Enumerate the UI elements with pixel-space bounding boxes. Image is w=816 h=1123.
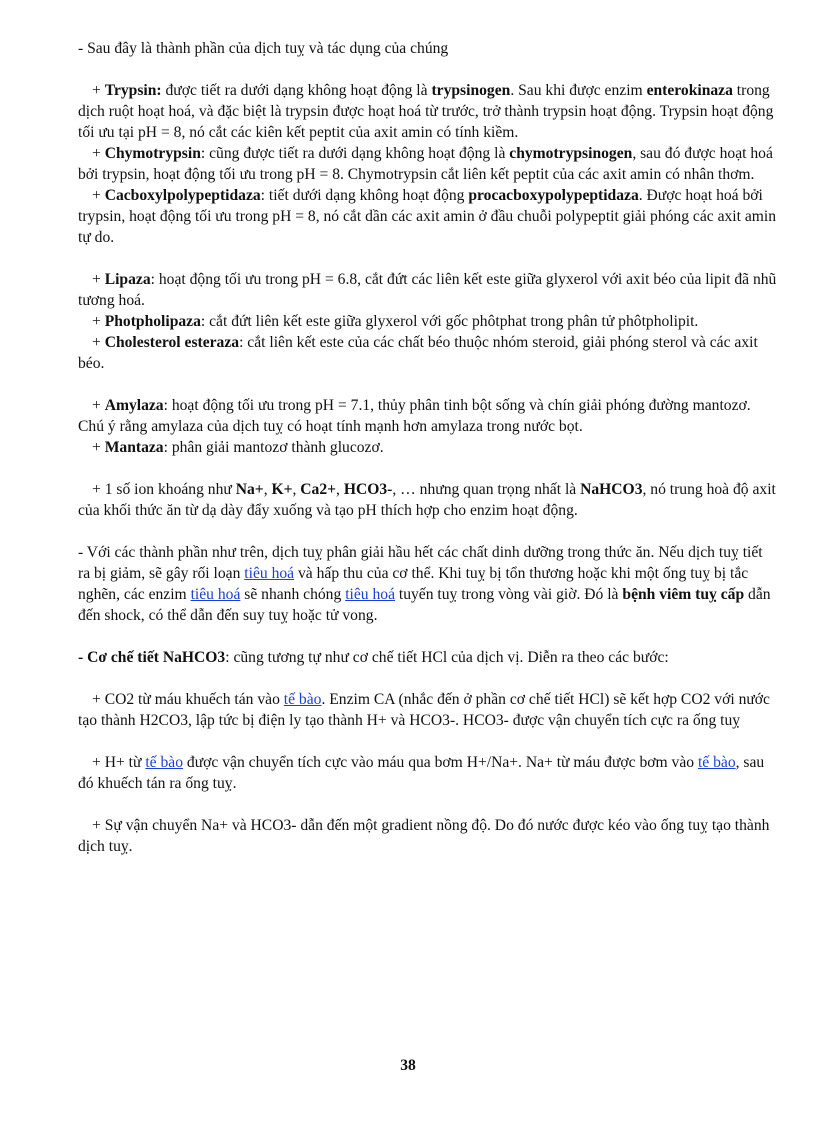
ion-k: K+ [271,481,293,498]
te-bao-link[interactable]: tế bào [283,691,322,708]
step-1-paragraph [78,689,778,731]
text: , nó trung hoà độ axit của khối thức ăn từ dạ dày đẩy xuống và tạo pH thích hợp cho enzim hoạt động. [78,481,776,519]
plus-marker: + [92,145,105,162]
mechanism-heading: - Cơ chế tiết NaHCO3 [78,649,226,666]
te-bao-link[interactable]: tế bào [145,754,184,771]
text: , [292,481,301,498]
plus-marker: + [92,313,105,330]
text: + Sự vận chuyển Na+ và HCO3- dẫn đến một gradient nồng độ. Do đó nước được kéo vào ống tuỵ tạo thành dịch tuỵ. [78,817,770,855]
enterokinaza-term: enterokinaza [646,82,733,99]
step-2-paragraph [78,752,778,794]
text: : hoạt động tối ưu trong pH = 7.1, thủy phân tinh bột sống và chín giải phóng đường mantozơ. Chú ý rằng amylaza của dịch tuỵ có hoạt tính mạnh hơn amylaza trong nước bọt. [78,397,751,435]
text: : cắt liên kết este của các chất béo thuộc nhóm steroid, giải phóng sterol và các axit béo. [78,334,758,372]
text: , sau đó được hoạt hoá bởi trypsin, hoạt động tối ưu trong pH = 8. Chymotrypsin cắt liên kết peptit của các axit amin có nhân thơm. [78,145,773,183]
trypsinogen-term: trypsinogen [431,82,511,99]
text: , sau đó khuếch tán ra ống tuỵ. [78,754,765,792]
text: . Sau khi được enzim [510,82,647,99]
text: dẫn đến shock, có thể dẫn đến suy tuỵ hoặc tử vong. [78,586,771,624]
ion-na: Na+ [235,481,264,498]
trypsin-paragraph [78,80,778,143]
cholesterol-esteraza-paragraph [78,332,778,374]
chymotrypsinogen-term: chymotrypsinogen [509,145,633,162]
tieu-hoa-link[interactable]: tiêu hoá [244,565,295,582]
text: và hấp thu của cơ thể. Khi tuỵ bị tổn thương hoặc khi một ống tuỵ bị tắc nghẽn, các enzim [78,565,749,603]
chymotrypsin-paragraph [78,143,778,185]
photpholipaza-paragraph [78,311,778,332]
text: : cũng được tiết ra dưới dạng không hoạt động là [200,145,510,162]
text: . Enzim CA (nhắc đến ở phần cơ chế tiết HCl) sẽ kết hợp CO2 với nước tạo thành H2CO3, lập tức bị điện ly tạo thành H+ và HCO3-. HCO3- được vận chuyển tích cực ra ống tuỵ [78,691,770,729]
text: . Được hoạt hoá bởi trypsin, hoạt động tối ưu trong pH = 8, nó cắt dần các axit amin ở đầu chuỗi polypeptit giải phóng các axit amin tự do. [78,187,777,246]
document-page [78,38,778,857]
text: được vận chuyển tích cực vào máu qua bơm H+/Na+. Na+ từ máu được bơm vào [183,754,698,771]
plus-marker: + [92,397,105,414]
plus-marker: + [92,271,105,288]
text: sẽ nhanh chóng [240,586,346,603]
text: + CO2 từ máu khuếch tán vào [92,691,284,708]
plus-marker: + [92,439,105,456]
procacboxypolypeptidaza-term: procacboxypolypeptidaza [468,187,639,204]
plus-marker: + [92,334,105,351]
text: + H+ từ [92,754,146,771]
ion-ca: Ca2+ [300,481,337,498]
plus-marker: + [92,82,105,99]
mantaza-term: Mantaza [104,439,164,456]
text: , [336,481,344,498]
text: : tiết dưới dạng không hoạt động [260,187,469,204]
photpholipaza-term: Photpholipaza [104,313,201,330]
text: : phân giải mantozơ thành glucozơ. [163,439,384,456]
text: được tiết ra dưới dạng không hoạt động là [161,82,432,99]
cacboxylpolypeptidaza-term: Cacboxylpolypeptidaza [104,187,261,204]
intro-line: - Sau đây là thành phần của dịch tuỵ và tác dụng của chúng [78,40,449,57]
tieu-hoa-link[interactable]: tiêu hoá [345,586,395,603]
lipaza-term: Lipaza [104,271,151,288]
mantaza-paragraph [78,437,778,458]
cholesterol-esteraza-term: Cholesterol esteraza [104,334,240,351]
text: : cắt đứt liên kết este giữa glyxerol với gốc phôtphat trong phân tử phôtpholipit. [200,313,699,330]
page-number: 38 [400,1057,416,1074]
mechanism-heading-paragraph [78,647,778,668]
lipaza-paragraph [78,269,778,311]
summary-paragraph [78,542,778,626]
trypsin-term: Trypsin: [104,82,162,99]
cacboxylpolypeptidaza-paragraph [78,185,778,248]
chymotrypsin-term: Chymotrypsin [104,145,201,162]
amylaza-paragraph [78,395,778,437]
text: : hoạt động tối ưu trong pH = 6.8, cắt đứt các liên kết este giữa glyxerol với axit béo của lipit đã nhũ tương hoá. [78,271,777,309]
text: : cũng tương tự như cơ chế tiết HCl của dịch vị. Diễn ra theo các bước: [225,649,669,666]
amylaza-term: Amylaza [104,397,164,414]
step-3-paragraph [78,815,778,857]
ions-paragraph [78,479,778,521]
text: + 1 số ion khoáng như [92,481,236,498]
text: tuyến tuỵ trong vòng vài giờ. Đó là [394,586,623,603]
text: trong dịch ruột hoạt hoá, và đặc biệt là trypsin được hoạt hoá từ trước, trở thành trypsin hoạt động. Trypsin hoạt động tối ưu tại pH = 8, nó cắt các kiên kết peptit của axit amin có tính kiềm. [78,82,774,141]
text: - Với các thành phần như trên, dịch tuỵ phân giải hầu hết các chất dinh dưỡng trong thức ăn. Nếu dịch tuỵ tiết ra bị giảm, sẽ gây rối loạn [78,544,763,582]
nahco3-term: NaHCO3 [580,481,643,498]
viem-tuy-cap-term: bệnh viêm tuỵ cấp [622,586,745,603]
tieu-hoa-link[interactable]: tiêu hoá [190,586,241,603]
text: , [263,481,272,498]
ion-hco3: HCO3- [343,481,393,498]
plus-marker: + [92,187,105,204]
te-bao-link[interactable]: tế bào [697,754,736,771]
text: , … nhưng quan trọng nhất là [392,481,581,498]
